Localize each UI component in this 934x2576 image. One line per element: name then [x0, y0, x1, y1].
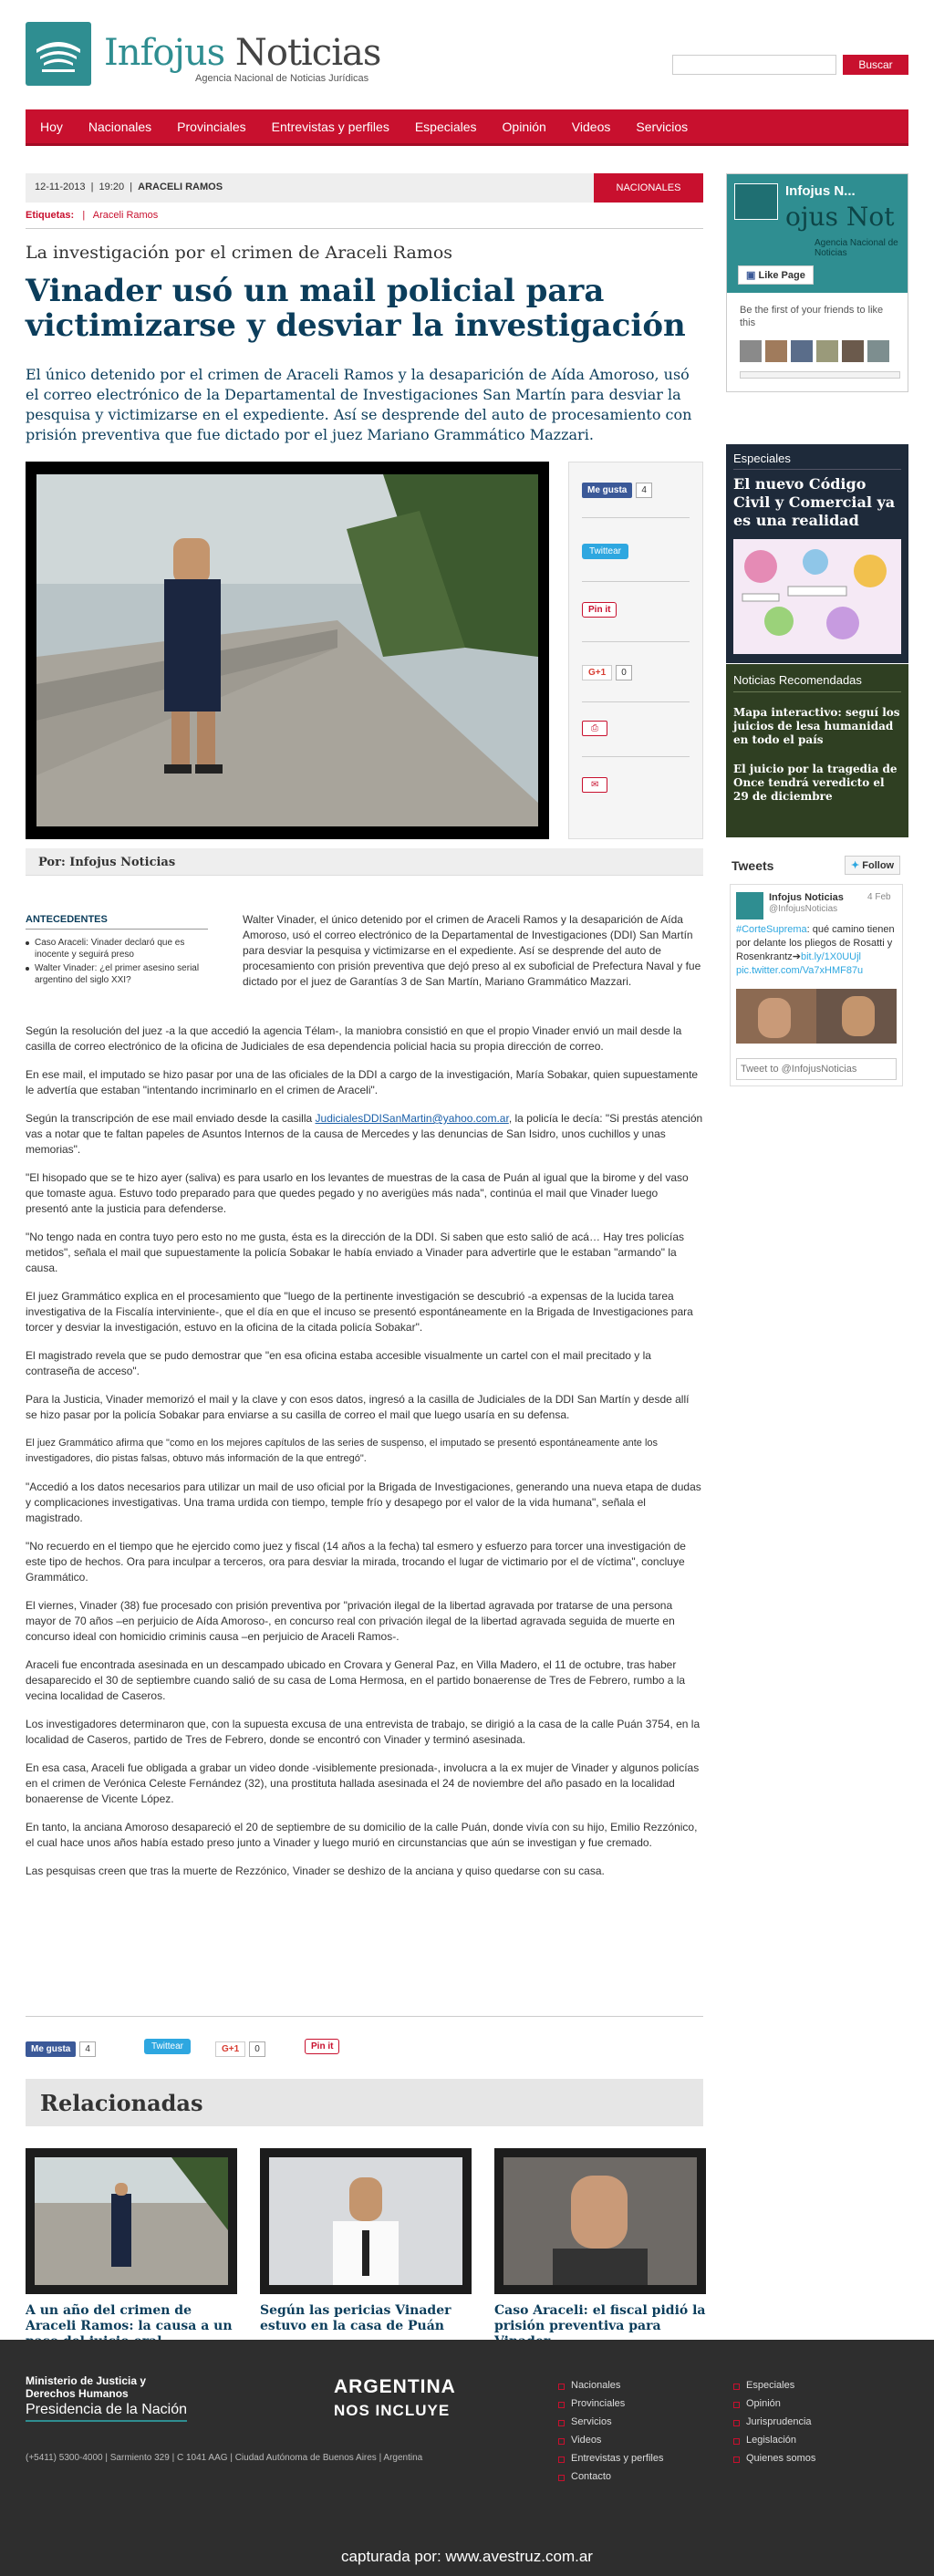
- tweet-widget[interactable]: [582, 546, 628, 565]
- related-title: Relacionadas: [40, 2090, 203, 2116]
- share-panel: [568, 462, 703, 839]
- fb-friends-text: Be the first of your friends to like this: [740, 305, 884, 328]
- tag-link[interactable]: Araceli Ramos: [92, 210, 159, 221]
- article-meta-bar: [26, 173, 703, 203]
- especiales-image[interactable]: [733, 539, 901, 654]
- paragraph: "No tengo nada en contra tuyo pero esto no me gusta, ésta es la dirección de la DDI. Si saben que esto salió de acá… Hay tres policías metidos", señala el mail que supuestamente la policía Sobakar le había enviado a Vinader para advertirle que le estaban "armando" la causa.: [26, 1231, 685, 1274]
- logo-brand: Infojus: [104, 32, 225, 74]
- pinit-button[interactable]: Pin it: [305, 2039, 339, 2054]
- divider: [582, 581, 690, 582]
- footer-link[interactable]: Provinciales: [558, 2394, 663, 2413]
- footer-argentina[interactable]: ARGENTINA: [334, 2376, 456, 2397]
- gplus-widget-bottom[interactable]: [215, 2041, 265, 2057]
- tweet-author-handle[interactable]: @InfojusNoticias: [769, 904, 838, 914]
- mail-widget[interactable]: [582, 780, 607, 798]
- antecedentes-box: [26, 914, 208, 988]
- byline-bar: [26, 848, 703, 876]
- fb-like-widget-bottom[interactable]: [26, 2041, 96, 2057]
- paragraph: Los investigadores determinaron que, con la supuesta excusa de una entrevista de trabajo, se dirigió a la casa de la calle Puán 3754, en la localidad de Caseros, partido de Tres de Febrero, donde se encontró con Vinader y terminó asesinada.: [26, 1718, 700, 1746]
- section-badge[interactable]: NACIONALES: [594, 173, 703, 203]
- gplus-button[interactable]: G+1: [215, 2041, 245, 2057]
- article-body: [26, 1023, 703, 1892]
- footer-link[interactable]: Videos: [558, 2431, 663, 2449]
- nav-item-entrevistas[interactable]: Entrevistas y perfiles: [271, 119, 389, 134]
- paragraph: "No recuerdo en el tiempo que he ejercido como juez y fiscal (14 años a la fecha) tal esmero y esfuerzo para torcer una investigación de este tipo de hechos. Ora para inculpar a terceros, ora para desviar la mirada, trocando el lugar de victimario por el de víctima", concluye Grammático.: [26, 1540, 686, 1584]
- link-para-after: , la policía le decía: "Si prestás atención vas a notar que te faltan papeles de Asuntos Internos de la causa de Mercedes y las denuncias de San Isidro, unos cuchillos y unas memorias".: [26, 1112, 703, 1156]
- footer-link[interactable]: Legislación: [733, 2431, 815, 2449]
- capture-watermark: capturada por: www.avestruz.com.ar: [341, 2548, 593, 2565]
- nav-item-hoy[interactable]: Hoy: [40, 119, 63, 134]
- footer-link[interactable]: Entrevistas y perfiles: [558, 2449, 663, 2467]
- site-header: [0, 0, 934, 108]
- fb-like-page-label: Like Page: [758, 270, 805, 281]
- fb-page-header[interactable]: [727, 174, 908, 293]
- divider: [26, 2016, 703, 2017]
- article-intro: Walter Vinader, el único detenido por el crimen de Araceli Ramos y la desaparición de Aída Amoroso, usó el correo electrónico de la Departamental de Investigaciones (DDI) San Martín para desviar la pesquisa y victimizarse en el expediente. Así se desprende del auto de procesamiento con prisión preventiva que dejó preso al ex suboficial de Prefectura Naval y fue dictado por el juez de Garantías 3 de San Martín, Mariano Grammático Mazzari.: [243, 913, 701, 988]
- footer-address: (+5411) 5300-4000 | Sarmiento 329 | C 1041 AAG | Ciudad Autónoma de Buenos Aires | Argentina: [26, 2453, 423, 2463]
- tweet-button[interactable]: Twittear: [144, 2039, 191, 2054]
- nav-item-videos[interactable]: Videos: [571, 119, 611, 134]
- gplus-button[interactable]: G+1: [582, 665, 612, 680]
- fb-friend-avatar[interactable]: [842, 340, 864, 362]
- tweet-hashtag[interactable]: #CorteSuprema: [736, 924, 807, 935]
- fb-like-widget[interactable]: [582, 483, 652, 501]
- gplus-widget[interactable]: [582, 665, 632, 683]
- mail-icon[interactable]: ✉: [582, 777, 607, 793]
- fb-page-logo: [734, 183, 778, 220]
- fb-cover-text: ojus Not: [785, 202, 895, 232]
- tweet-card: [730, 884, 903, 1086]
- footer-ministry[interactable]: Ministerio de Justicia y Derechos Humanos: [26, 2374, 147, 2400]
- antecedente-link[interactable]: Caso Araceli: Vinader declaró que es inocente y seguirá preso: [26, 937, 208, 961]
- footer-link[interactable]: Opinión: [733, 2394, 815, 2413]
- tweet-avatar[interactable]: [736, 892, 763, 919]
- fb-friend-avatar[interactable]: [765, 340, 787, 362]
- divider: [26, 228, 703, 229]
- nav-item-servicios[interactable]: Servicios: [636, 119, 689, 134]
- logo-icon[interactable]: [26, 22, 91, 86]
- gplus-count: 0: [249, 2041, 265, 2057]
- article-time: 19:20: [99, 182, 125, 192]
- recomendadas-label: Noticias Recomendadas: [733, 673, 901, 692]
- tweet-date[interactable]: 4 Feb: [867, 892, 891, 902]
- related-headline[interactable]: A un año del crimen de Araceli Ramos: la causa a un: [26, 2303, 233, 2333]
- divider: [582, 701, 690, 702]
- nav-item-nacionales[interactable]: Nacionales: [88, 119, 152, 134]
- nav-item-especiales[interactable]: Especiales: [414, 119, 477, 134]
- tags-line: Etiquetas: | Araceli Ramos: [26, 210, 159, 221]
- especiales-headline[interactable]: El nuevo Código Civil y Comercial ya es una realidad: [733, 475, 896, 529]
- pinit-button[interactable]: Pin it: [582, 602, 617, 618]
- tweet-image[interactable]: [736, 989, 897, 1044]
- footer-links-col2: [733, 2376, 815, 2467]
- paragraph: En esa casa, Araceli fue obligada a grabar un video donde -visiblemente presionada-, involucra a la ex mujer de Vinader y algunos policías en el crimen de Verónica Celeste Fernández (32), una prostituta hallada asesinada el 24 de noviembre del año pasado en la localidad bonaerense de Vicente López.: [26, 1761, 700, 1805]
- fb-scrollbar[interactable]: [740, 371, 900, 379]
- site-logo-text[interactable]: [104, 32, 381, 74]
- related-card[interactable]: [494, 2148, 706, 2350]
- footer-link[interactable]: Servicios: [558, 2413, 663, 2431]
- twitter-widget: [726, 853, 908, 1090]
- divider: [582, 517, 690, 518]
- fb-page-name[interactable]: Infojus N...: [785, 183, 856, 199]
- tweet-body: : qué camino tienen por delante los pliegos de Rosatti y Rosenkrantz➔: [736, 924, 895, 962]
- search-input[interactable]: [672, 55, 836, 75]
- related-headline[interactable]: Caso Araceli: el fiscal pidió la prisión preventiva para: [494, 2303, 706, 2333]
- paragraph: "El hisopado que se te hizo ayer (saliva) es para usarlo en los levantes de muestras de la casa de Puán al igual que la birome y del vaso que tomaste agua. Estuvo todo preparado para que quedes pegado y no averigües más nada", continúa el mail que Vinader luego presentó ante la justicia para defenderse.: [26, 1171, 689, 1215]
- footer-links-col1: [558, 2376, 663, 2486]
- fb-like-button[interactable]: Me gusta: [582, 483, 632, 498]
- article-photo: [26, 462, 549, 839]
- paragraph-with-link: [26, 1111, 703, 1158]
- tweet-widget-bottom[interactable]: [144, 2041, 191, 2051]
- footer-link[interactable]: Nacionales: [558, 2376, 663, 2394]
- gplus-count: 0: [616, 665, 632, 680]
- footer-link[interactable]: Jurisprudencia: [733, 2413, 815, 2431]
- pinit-widget-bottom[interactable]: [305, 2041, 339, 2051]
- paragraph: Araceli fue encontrada asesinada en un descampado ubicado en Crovara y General Paz, en Villa Madero, el 11 de octubre, tras haber desaparecido el 30 de septiembre cuando salió de su casa de Loma Hermosa, en el partido bonaerense de Tres de Febrero, rumbo a la vecina localidad de Caseros.: [26, 1658, 686, 1702]
- article-kicker: La investigación por el crimen de Araceli Ramos: [26, 243, 453, 263]
- recomendada-link[interactable]: Mapa interactivo: seguí los juicios de lesa humanidad en todo el país: [733, 706, 900, 746]
- antecedentes-title: ANTECEDENTES: [26, 914, 208, 930]
- nav-bar-extension: [703, 109, 908, 146]
- related-bar: [26, 2079, 703, 2126]
- search-button[interactable]: Buscar: [843, 55, 908, 75]
- related-headline[interactable]: Según las pericias Vinader estuvo en la casa de Puán: [260, 2303, 451, 2333]
- nav-item-provinciales[interactable]: Provinciales: [177, 119, 246, 134]
- footer-link[interactable]: Especiales: [733, 2376, 815, 2394]
- site-footer: [0, 2340, 934, 2576]
- footer-presidency[interactable]: Presidencia de la Nación: [26, 2402, 187, 2422]
- link-para-before: Según la transcripción de ese mail enviado desde la casilla: [26, 1112, 316, 1125]
- paragraph: Según la resolución del juez -a la que accedió la agencia Télam-, la maniobra consistió en que el propio Vinader envió un mail desde la casilla de correo electrónico de la oficina de Judiciales de esa dependencia policial hacia su propia dirección de correo.: [26, 1024, 682, 1053]
- facebook-page-widget: [726, 173, 908, 392]
- related-card[interactable]: [26, 2148, 237, 2350]
- tweets-title: Tweets: [732, 858, 774, 873]
- article-date: 12-11-2013: [35, 182, 86, 192]
- email-link[interactable]: JudicialesDDISanMartin@yahoo.com.ar: [315, 1112, 509, 1125]
- fb-friend-avatar[interactable]: [867, 340, 889, 362]
- paragraph: El viernes, Vinader (38) fue procesado con prisión preventiva por "privación ilegal de la libertad agravada por tratarse de una persona mayor de 70 años –en perjuicio de Aída Amoroso-, en concurso real con privación ilegal de la libertad agravada seguida de muerte en concurso ideal con homicidio criminis causa –en perjuicio de Araceli Ramos-.: [26, 1599, 675, 1643]
- antecedente-link[interactable]: Walter Vinader: ¿el primer asesino serial argentino del siglo XXI?: [26, 962, 208, 986]
- tweet-link[interactable]: bit.ly/1X0UUjl: [800, 951, 861, 962]
- fb-icon: ▣: [746, 270, 756, 281]
- logo-tagline: Agencia Nacional de Noticias Jurídicas: [195, 73, 369, 84]
- share-bottom: [26, 2041, 703, 2062]
- paragraph: Para la Justicia, Vinader memorizó el mail y la clave y con esos datos, ingresó a la casilla de Judiciales de la DDI San Martín y desde allí se hizo pasar por la policía Sobakar para enviarse a su casilla de correo el mail que luego usaría en su defensa.: [26, 1393, 690, 1421]
- fb-like-page-button[interactable]: [738, 265, 814, 285]
- fb-friend-avatar[interactable]: [816, 340, 838, 362]
- paragraph: En tanto, la anciana Amoroso desapareció el 20 de septiembre de su domicilio de la calle Puán, donde vivía con su hijo, Emilio Rezzónico, el cual hace unos años había estado preso junto a Vinader y luego murió en circunstancias que aún se investigan y fue cremado.: [26, 1821, 698, 1849]
- fb-friend-avatar[interactable]: [740, 340, 762, 362]
- article-headline: Vinader usó un mail policial para victimizarse y desviar la investigación: [26, 273, 686, 344]
- especiales-label: Especiales: [733, 452, 901, 470]
- fb-like-count: 4: [636, 483, 652, 498]
- fb-like-count: 4: [79, 2041, 96, 2057]
- twitter-follow-label: Follow: [862, 860, 895, 871]
- fb-like-button[interactable]: Me gusta: [26, 2041, 76, 2057]
- main-nav: [26, 109, 703, 146]
- tweet-to-input[interactable]: [736, 1058, 897, 1080]
- footer-link[interactable]: Contacto: [558, 2467, 663, 2486]
- recomendada-link[interactable]: El juicio por la tragedia de Once tendrá veredicto el 29 de diciembre: [733, 763, 898, 803]
- article-author-tag: ARACELI RAMOS: [138, 182, 223, 192]
- related-card[interactable]: [260, 2148, 472, 2334]
- article-meta: 12-11-2013 | 19:20 | ARACELI RAMOS: [35, 182, 223, 192]
- paragraph: Las pesquisas creen que tras la muerte de Rezzónico, Vinader se deshizo de la anciana y quiso quedarse con su casa.: [26, 1864, 605, 1877]
- fb-friend-avatar[interactable]: [791, 340, 813, 362]
- especiales-widget[interactable]: [726, 444, 908, 663]
- nav-item-opinion[interactable]: Opinión: [502, 119, 546, 134]
- paragraph: El magistrado revela que se pudo demostrar que "en esa oficina estaba accesible visualmente un cartel con el mail precitado y la contraseña de acceso".: [26, 1349, 651, 1377]
- related-image[interactable]: [26, 2148, 237, 2294]
- tags-label: Etiquetas:: [26, 210, 75, 221]
- byline: Por: Infojus Noticias: [38, 856, 176, 869]
- paragraph: El juez Grammático afirma que "como en los mejores capítulos de las series de suspenso, el imputado se presentó espontáneamente ante los investigadores, dio pistas falsas, obtuvo más información de la que entregó".: [26, 1438, 658, 1464]
- divider: [582, 756, 690, 757]
- article-lead: El único detenido por el crimen de Araceli Ramos y la desaparición de Aída Amoroso, usó el correo electrónico de la Departamental de Investigaciones San Martín para desviar la pesquisa y victimizarse en el expediente. Así se desprende del auto de procesamiento con prisión preventiva que fue dictado por el juez Mariano Grammático Mazzari.: [26, 366, 692, 443]
- tweet-text: [736, 923, 897, 978]
- twitter-bird-icon: ✦: [851, 860, 860, 871]
- divider: [582, 641, 690, 642]
- logo-word: Noticias: [234, 32, 381, 74]
- paragraph: "Accedió a los datos necesarios para utilizar un mail de uso oficial por la Brigada de Investigaciones, generando una nueva etapa de dudas y complicaciones investigativas. Una trama urdida con tiempo, temple frío y desapego por el valor de la vida humana", señala el magistrado.: [26, 1480, 701, 1524]
- tweet-pic-link[interactable]: pic.twitter.com/Va7xHMF87u: [736, 965, 864, 976]
- fb-cover-subtext: Agencia Nacional de Noticias: [815, 238, 898, 258]
- paragraph: El juez Grammático explica en el procesamiento que "luego de la pertinente investigación se descubrió -a expensas de la lucida tarea investigativa de la Fiscalía interviniente-, que el día en que el incuso se presentó espontáneamente en la Brigada de Investigaciones para torcer y desviar la investigación, estuvo en la oficina de la citada policía Sobakar".: [26, 1290, 693, 1334]
- footer-nos-incluye[interactable]: NOS INCLUYE: [334, 2402, 451, 2419]
- recomendadas-widget: [726, 664, 908, 837]
- pinit-widget[interactable]: [582, 605, 617, 623]
- related-image[interactable]: [260, 2148, 472, 2294]
- paragraph: En ese mail, el imputado se hizo pasar por una de las oficiales de la DDI a cargo de la investigación, María Sobakar, quien supuestamente le advertía que estaban "intentando incriminarlo en el crimen de Araceli".: [26, 1068, 699, 1096]
- print-widget[interactable]: [582, 723, 607, 742]
- tweet-author-name[interactable]: Infojus Noticias: [769, 892, 844, 903]
- print-icon[interactable]: ⎙: [582, 721, 607, 736]
- tweet-button[interactable]: Twittear: [582, 544, 628, 559]
- twitter-follow-button[interactable]: [845, 856, 900, 875]
- related-image[interactable]: [494, 2148, 706, 2294]
- footer-link[interactable]: Quienes somos: [733, 2449, 815, 2467]
